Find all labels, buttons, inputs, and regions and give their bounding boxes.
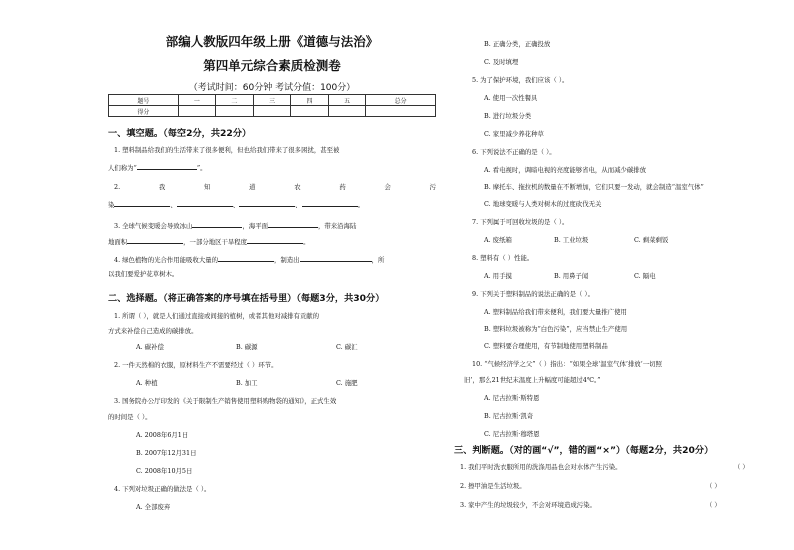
q2-char: 知 [203,183,211,191]
answer-blank [300,254,372,262]
choice-q5-option-c: C. 家里减少养花种草 [484,130,544,138]
score-header-cell: 二 [216,95,254,106]
answer-blank [239,199,295,207]
score-cell [366,106,436,117]
choice-q4-option-b: B. 正确分类，正确投放 [484,40,551,48]
fill-q1-suffix: ”。 [196,164,207,172]
choice-q1-option-a: A. 碳补偿 [136,343,164,351]
answer-blank [114,199,170,207]
score-header-cell: 总分 [366,95,436,106]
q2-prefix: 染 [108,201,115,209]
choice-q3-option-b: B. 2007年12月31日 [136,449,197,457]
score-row-label: 得分 [109,106,179,117]
q3-text: 3. 全球气候变暖会导致冰山 [114,222,193,230]
q3-text: ，一部分地区干旱程度 [183,238,248,246]
q4-text: ，所 [371,256,385,264]
choice-q2-option-a: A. 种植 [136,379,158,387]
choice-q10-line2: 旧’，那么21世纪末温度上升幅度可能超过4℃。” [464,376,601,384]
q3-text: ，带来沿海陆 [318,222,357,230]
choice-q7-option-a: A. 废纸箱 [484,236,512,244]
score-header-cell: 四 [291,95,329,106]
judge-q2-answer-paren: （ ） [706,482,721,490]
fill-q2-line2 [108,199,364,209]
choice-q1-option-c: C. 碳汇 [336,343,358,351]
q2-char: 会 [384,183,391,191]
score-cell [253,106,291,117]
q4-text: ，制造出 [274,256,300,264]
judge-q3: 3. 家中产生的垃圾较少，不会对环境造成污染。 [460,501,596,509]
q2-separator: 、 [170,201,177,209]
choice-q9-option-a: A. 塑料制品给我们带来便利，我们要大量推广使用 [484,308,627,316]
q2-char: 污 [429,183,436,191]
score-cell [291,106,329,117]
choice-q2-option-c: C. 施肥 [336,379,358,387]
q3-text: ，海平面 [242,222,268,230]
choice-q7: 7. 下列属于可回收垃圾的是（ ）。 [472,218,569,226]
fill-q4-line1 [114,254,384,264]
answer-blank [218,254,274,262]
score-table [108,94,436,117]
choice-q4-option-c: C. 及时填埋 [484,58,519,66]
fill-q3-line2 [108,236,309,246]
exam-title-line2: 第四单元综合素质检测卷 [203,58,341,73]
score-cell [328,106,366,117]
q2-char: 我 [158,183,166,191]
choice-q5-option-a: A. 使用一次性餐具 [484,94,538,102]
choice-q6-option-a: A. 看电视时，调暗电视的亮度能够省电，从而减少碳排放 [484,166,647,174]
choice-q3-line1: 3. 国务院办公厅印发的《关于限制生产销售使用塑料购物袋的通知》，正式生效 [114,397,337,405]
answer-blank [247,236,303,244]
choice-q5: 5. 为了保护环境，我们应该（ ）。 [472,76,569,84]
choice-q8: 8. 塑料有（ ）性能。 [472,254,534,262]
judge-q1: 1. 我们平时洗衣服所用的洗涤用品也会对水体产生污染。 [460,463,622,471]
fill-q3-line1 [114,220,356,230]
q3-text: 。 [303,238,310,246]
fill-q4-line2: 以我们要爱护花草树木。 [108,270,179,278]
choice-q6: 6. 下列说法不正确的是（ ）。 [472,148,556,156]
score-header-cell: 三 [253,95,291,106]
q2-separator: 、 [295,201,302,209]
choice-q1-option-b: B. 碳源 [236,343,258,351]
choice-q9: 9. 下列关于塑料制品的说法正确的是（ ）。 [472,290,594,298]
section3-heading: 三、判断题。（对的画“√”，错的画“×”）（每题2分，共20分） [454,445,714,456]
choice-q7-option-c: C. 剩菜剩饭 [634,236,669,244]
q3-text: 地面积 [108,238,128,246]
choice-q8-option-b: B. 用鼻子闻 [554,272,589,280]
score-header-cell: 题号 [109,95,179,106]
choice-q6-option-b: B. 摩托车、拖拉机的数量在不断增加，它们只要一发动，就会制造“温室气体” [484,183,704,191]
section2-heading: 二、选择题。（将正确答案的序号填在括号里）（每题3分，共30分） [108,293,385,304]
fill-q2-line1 [114,183,436,191]
judge-q1-answer-paren: （ ） [734,463,749,471]
fill-q1-prefix: 人们称为“ [108,164,137,172]
exam-info: （考试时间：60分钟 考试分值：100分） [188,83,356,93]
fill-q1-line2 [108,162,207,172]
choice-q10-option-a: A. 尼古拉斯·斯特恩 [484,394,540,402]
score-header-cell: 一 [178,95,216,106]
choice-q2-option-b: B. 加工 [236,379,258,387]
score-header-cell: 五 [328,95,366,106]
choice-q4: 4. 下列对垃圾正确的做法是（ ）。 [114,485,211,493]
q2-separator: 、 [232,201,240,209]
choice-q1-line2: 方式来补偿自己造成的碳排放。 [108,327,198,335]
exam-title-line1: 部编人教版四年级上册《道德与法治》 [165,34,379,49]
score-cell [216,106,254,117]
choice-q6-option-c: C. 地球变暖与人类对树木的过度砍伐无关 [484,200,602,208]
score-table-header-row [109,95,436,106]
judge-q2: 2. 擦甲油是生活垃圾。 [460,482,526,490]
choice-q3-line2: 的时间是（ ）。 [108,413,152,421]
fill-q1-line1: 1. 塑料制品给我们的生活带来了很多便利，但也给我们带来了很多困扰，甚至被 [114,146,340,154]
q2-char: 道 [249,183,256,191]
choice-q10-option-b: B. 尼古拉斯·凯奇 [484,412,534,420]
q2-char: 药 [339,183,346,191]
judge-q3-answer-paren: （ ） [706,501,721,509]
choice-q9-option-c: C. 塑料要合理使用，有节制地使用塑料制品 [484,342,608,350]
choice-q7-option-b: B. 工业垃圾 [554,236,589,244]
choice-q4-option-a: A. 全部废弃 [136,503,171,511]
answer-blank [137,162,197,170]
choice-q10-line1: 10. “气候经济学之父”（ ）指出：“如果全球‘温室气体’排放‘一切照 [472,360,662,368]
q2-end: 。 [357,201,364,209]
choice-q3-option-c: C. 2008年10月5日 [136,467,193,475]
score-cell [178,106,216,117]
answer-blank [192,220,242,228]
score-table-score-row [109,106,436,117]
q2-char: 农 [294,183,301,191]
choice-q1-line1: 1. 所谓（ ），就是人们通过直接或间接的植树，或者其他对减排有贡献的 [114,312,320,320]
q4-text: 4. 绿色植物的光合作用能吸收大量的 [114,256,218,264]
choice-q9-option-b: B. 塑料垃圾被称为“白色污染”，应当禁止生产使用 [484,325,628,333]
answer-blank [177,199,233,207]
choice-q10-option-c: C. 尼古拉斯·穆塔恩 [484,430,540,438]
q2-char: 2. [114,183,121,191]
choice-q8-option-a: A. 用手摸 [484,272,512,280]
choice-q2: 2. 一件天然棉的衣服，原材料生产不需要经过（ ）环节。 [114,361,278,369]
section1-heading: 一、填空题。（每空2分，共22分） [108,128,252,139]
answer-blank [127,236,183,244]
choice-q3-option-a: A. 2008年6月1日 [136,431,189,439]
answer-blank [302,199,358,207]
choice-q8-option-c: C. 隔电 [634,272,656,280]
answer-blank [268,220,318,228]
choice-q5-option-b: B. 进行垃圾分类 [484,112,532,120]
